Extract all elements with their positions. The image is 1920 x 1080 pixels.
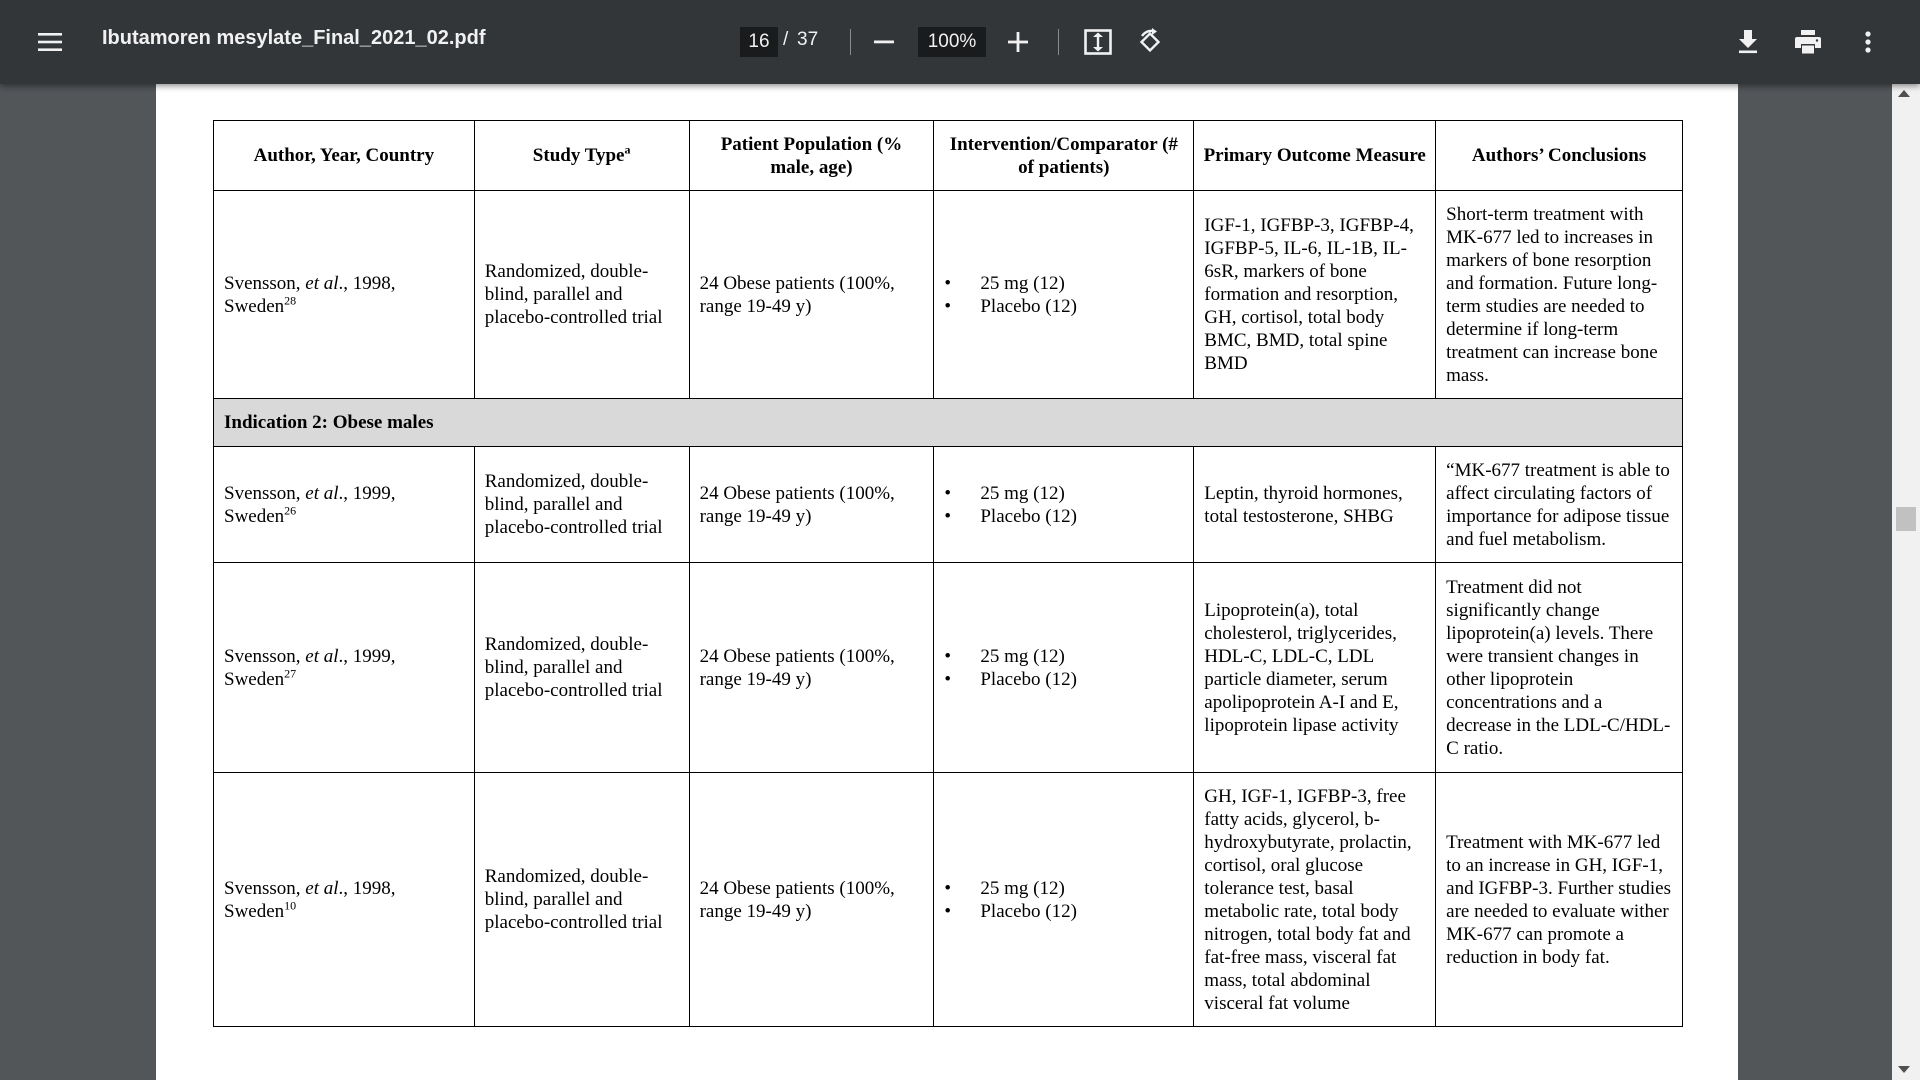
section-label: Indication 2: Obese males bbox=[214, 399, 1683, 447]
author-cell: Svensson, et al., 1998, Sweden$^{28}$ bbox=[214, 191, 475, 399]
minus-icon bbox=[874, 40, 894, 44]
section-header-row bbox=[214, 399, 1683, 447]
table-row bbox=[214, 773, 1683, 1027]
outcome-cell: IGF-1, IGFBP-3, IGFBP-4, IGFBP-5, IL-6, IL-1B, IL-6sR, markers of bone formation and resorption, GH, cortisol, total body BMC, BMD, total spine BMD bbox=[1194, 191, 1436, 399]
study-type-cell: Randomized, double-blind, parallel and placebo-controlled trial bbox=[474, 447, 689, 563]
studies-table bbox=[213, 120, 1683, 1027]
table-row bbox=[214, 191, 1683, 399]
list-item: • 25 mg (12) bbox=[944, 877, 1065, 899]
outcome-cell: GH, IGF-1, IGFBP-3, free fatty acids, glycerol, b-hydroxybutyrate, prolactin, cortisol, oral glucose tolerance test, basal metabolic rate, total body nitrogen, total body fat and fat-free mass, visceral fat mass, total abdominal visceral fat volume bbox=[1194, 773, 1436, 1027]
list-item: • Placebo (12) bbox=[944, 505, 1077, 527]
list-item: • 25 mg (12) bbox=[944, 272, 1065, 294]
intervention-cell bbox=[934, 447, 1194, 563]
column-header: Authors’ Conclusions bbox=[1436, 121, 1683, 191]
column-header: Primary Outcome Measure bbox=[1194, 121, 1436, 191]
column-header: Intervention/Comparator (# of patients) bbox=[934, 121, 1194, 191]
author-cell: Svensson, et al., 1998, Sweden$^{10}$ bbox=[214, 773, 475, 1027]
list-item: • 25 mg (12) bbox=[944, 645, 1065, 667]
rotate-button[interactable] bbox=[1130, 22, 1170, 62]
study-type-cell: Randomized, double-blind, parallel and placebo-controlled trial bbox=[474, 773, 689, 1027]
print-button[interactable] bbox=[1788, 22, 1828, 62]
zoom-in-button[interactable] bbox=[998, 22, 1038, 62]
vertical-scrollbar[interactable] bbox=[1892, 84, 1920, 1080]
outcome-cell: Lipoprotein(a), total cholesterol, triglycerides, HDL-C, LDL-C, LDL particle diameter, serum apolipoprotein A-I and E, lipoprotein lipase activity bbox=[1194, 563, 1436, 773]
author-cell: Svensson, et al., 1999, Sweden$^{27}$ bbox=[214, 563, 475, 773]
column-header: Patient Population (% male, age) bbox=[689, 121, 934, 191]
list-item: • 25 mg (12) bbox=[944, 482, 1065, 504]
scroll-up-arrow-icon[interactable] bbox=[1898, 90, 1910, 97]
conclusion-cell: Short-term treatment with MK-677 led to increases in markers of bone resorption and formation. Future long-term studies are needed to determine if long-term treatment can increase bone mass. bbox=[1436, 191, 1683, 399]
toolbar-divider bbox=[850, 29, 851, 55]
conclusion-cell: Treatment did not significantly change lipoprotein(a) levels. There were transient changes in other lipoprotein concentrations and a decrease in the LDL-C/HDL-C ratio. bbox=[1436, 563, 1683, 773]
pdf-page bbox=[156, 84, 1738, 1080]
intervention-cell bbox=[934, 191, 1194, 399]
page-total: 37 bbox=[797, 29, 819, 50]
scrollbar-thumb[interactable] bbox=[1896, 507, 1916, 531]
document-title: Ibutamoren mesylate_Final_2021_02.pdf bbox=[102, 27, 486, 49]
pdf-toolbar bbox=[0, 0, 1920, 84]
study-type-cell: Randomized, double-blind, parallel and placebo-controlled trial bbox=[474, 191, 689, 399]
intervention-cell bbox=[934, 563, 1194, 773]
list-item: • Placebo (12) bbox=[944, 900, 1077, 922]
table-row bbox=[214, 447, 1683, 563]
more-vert-icon bbox=[1865, 31, 1871, 53]
outcome-cell: Leptin, thyroid hormones, total testosterone, SHBG bbox=[1194, 447, 1436, 563]
conclusion-cell: “MK-677 treatment is able to affect circulating factors of importance for adipose tissue and fuel metabolism. bbox=[1436, 447, 1683, 563]
population-cell: 24 Obese patients (100%, range 19-49 y) bbox=[689, 447, 934, 563]
population-cell: 24 Obese patients (100%, range 19-49 y) bbox=[689, 563, 934, 773]
print-icon bbox=[1795, 30, 1821, 54]
download-icon bbox=[1738, 30, 1758, 54]
menu-icon[interactable] bbox=[30, 22, 70, 62]
column-header: Study Type$^a$ bbox=[474, 121, 689, 191]
fit-page-icon bbox=[1084, 29, 1112, 55]
author-cell: Svensson, et al., 1999, Sweden$^{26}$ bbox=[214, 447, 475, 563]
list-item: • Placebo (12) bbox=[944, 668, 1077, 690]
scroll-down-arrow-icon[interactable] bbox=[1898, 1066, 1910, 1073]
population-cell: 24 Obese patients (100%, range 19-49 y) bbox=[689, 773, 934, 1027]
zoom-level-input[interactable]: 100% bbox=[918, 27, 986, 57]
table-header-row bbox=[214, 121, 1683, 191]
download-button[interactable] bbox=[1728, 22, 1768, 62]
column-header: Author, Year, Country bbox=[214, 121, 475, 191]
plus-icon bbox=[1008, 32, 1028, 52]
table-row bbox=[214, 563, 1683, 773]
toolbar-divider bbox=[1058, 29, 1059, 55]
list-item: • Placebo (12) bbox=[944, 295, 1077, 317]
page-separator: / bbox=[783, 29, 789, 50]
conclusion-cell: Treatment with MK-677 led to an increase in GH, IGF-1, and IGFBP-3. Further studies are needed to evaluate wither MK-677 can promote a reduction in body fat. bbox=[1436, 773, 1683, 1027]
intervention-cell bbox=[934, 773, 1194, 1027]
rotate-icon bbox=[1136, 28, 1164, 56]
page-number-input[interactable]: 16 bbox=[740, 27, 778, 57]
more-options-button[interactable] bbox=[1848, 22, 1888, 62]
population-cell: 24 Obese patients (100%, range 19-49 y) bbox=[689, 191, 934, 399]
fit-page-button[interactable] bbox=[1078, 22, 1118, 62]
zoom-out-button[interactable] bbox=[864, 22, 904, 62]
study-type-cell: Randomized, double-blind, parallel and placebo-controlled trial bbox=[474, 563, 689, 773]
